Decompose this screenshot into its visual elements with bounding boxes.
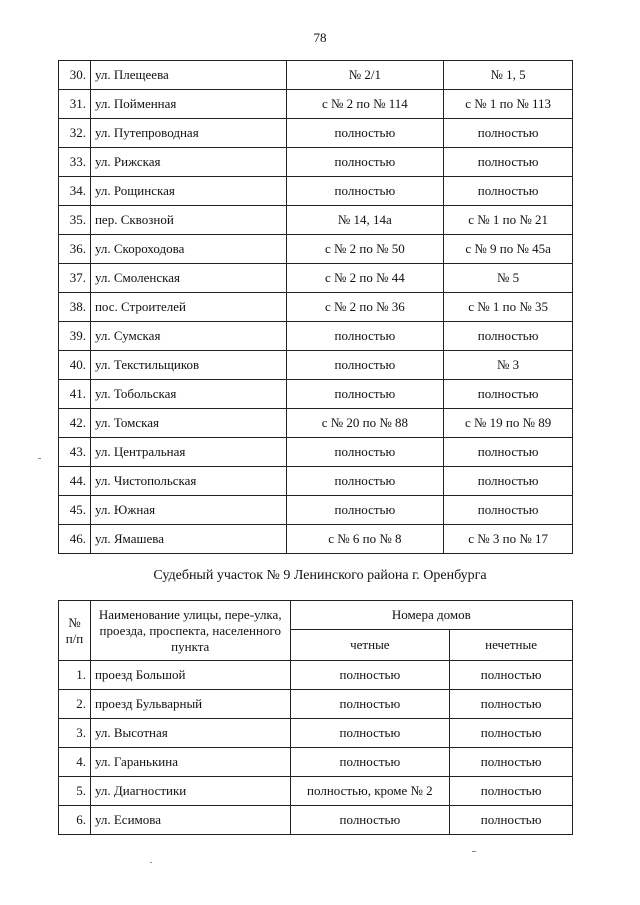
row-number: 2. — [59, 690, 91, 719]
table-row — [59, 380, 573, 409]
row-number: 38. — [59, 293, 91, 322]
street-name: проезд Бульварный — [90, 690, 290, 719]
row-number: 4. — [59, 748, 91, 777]
even-houses: полностью — [286, 322, 444, 351]
table-row — [59, 206, 573, 235]
street-name: ул. Пойменная — [90, 90, 286, 119]
odd-houses: с № 1 по № 35 — [444, 293, 573, 322]
header-house-numbers: Номера домов — [290, 601, 572, 630]
even-houses: полностью — [286, 148, 444, 177]
scan-mark — [472, 851, 476, 852]
even-houses: № 14, 14а — [286, 206, 444, 235]
odd-houses: с № 9 по № 45а — [444, 235, 573, 264]
street-name: ул. Плещеева — [90, 61, 286, 90]
table-row — [59, 719, 573, 748]
street-name: проезд Большой — [90, 661, 290, 690]
street-name: ул. Смоленская — [90, 264, 286, 293]
street-name: ул. Гаранькина — [90, 748, 290, 777]
odd-houses: с № 3 по № 17 — [444, 525, 573, 554]
table-row — [59, 777, 573, 806]
even-houses: полностью — [290, 806, 450, 835]
row-number: 3. — [59, 719, 91, 748]
row-number: 40. — [59, 351, 91, 380]
odd-houses: полностью — [444, 496, 573, 525]
table-row — [59, 409, 573, 438]
row-number: 44. — [59, 467, 91, 496]
even-houses: полностью — [286, 496, 444, 525]
row-number: 1. — [59, 661, 91, 690]
row-number: 41. — [59, 380, 91, 409]
odd-houses: с № 19 по № 89 — [444, 409, 573, 438]
even-houses: полностью — [286, 119, 444, 148]
odd-houses: полностью — [450, 661, 573, 690]
even-houses: полностью — [286, 467, 444, 496]
street-name: ул. Сумская — [90, 322, 286, 351]
header-number: № п/п — [59, 601, 91, 661]
street-name: ул. Рижская — [90, 148, 286, 177]
streets-table-continued — [58, 60, 573, 554]
even-houses: № 2/1 — [286, 61, 444, 90]
header-odd: нечетные — [450, 630, 573, 661]
odd-houses: полностью — [444, 119, 573, 148]
row-number: 31. — [59, 90, 91, 119]
row-number: 33. — [59, 148, 91, 177]
table-row — [59, 61, 573, 90]
table2-body — [59, 661, 573, 835]
odd-houses: полностью — [444, 322, 573, 351]
scan-mark — [38, 458, 41, 459]
street-name: ул. Чистопольская — [90, 467, 286, 496]
table-row — [59, 351, 573, 380]
section-title: Судебный участок № 9 Ленинского района г. Оренбурга — [153, 568, 487, 583]
street-name: ул. Тобольская — [90, 380, 286, 409]
street-name: ул. Диагностики — [90, 777, 290, 806]
table-row — [59, 467, 573, 496]
row-number: 35. — [59, 206, 91, 235]
table-row — [59, 438, 573, 467]
even-houses: полностью — [290, 690, 450, 719]
odd-houses: полностью — [444, 438, 573, 467]
even-houses: полностью — [286, 380, 444, 409]
street-name: ул. Высотная — [90, 719, 290, 748]
row-number: 37. — [59, 264, 91, 293]
odd-houses: полностью — [444, 467, 573, 496]
odd-houses: полностью — [450, 719, 573, 748]
even-houses: с № 2 по № 44 — [286, 264, 444, 293]
page-number: 78 — [313, 30, 327, 45]
even-houses: полностью — [290, 748, 450, 777]
row-number: 34. — [59, 177, 91, 206]
even-houses: с № 2 по № 36 — [286, 293, 444, 322]
street-name: ул. Путепроводная — [90, 119, 286, 148]
odd-houses: с № 1 по № 21 — [444, 206, 573, 235]
odd-houses: полностью — [450, 690, 573, 719]
table-row — [59, 148, 573, 177]
table-row — [59, 806, 573, 835]
street-name: ул. Ямашева — [90, 525, 286, 554]
scan-mark — [150, 862, 152, 863]
even-houses: с № 6 по № 8 — [286, 525, 444, 554]
table-row — [59, 235, 573, 264]
row-number: 43. — [59, 438, 91, 467]
odd-houses: полностью — [444, 148, 573, 177]
table-row — [59, 322, 573, 351]
table-row — [59, 293, 573, 322]
even-houses: с № 2 по № 114 — [286, 90, 444, 119]
table-row — [59, 748, 573, 777]
row-number: 36. — [59, 235, 91, 264]
row-number: 45. — [59, 496, 91, 525]
even-houses: полностью — [286, 438, 444, 467]
street-name: пос. Строителей — [90, 293, 286, 322]
header-even: четные — [290, 630, 450, 661]
table-row — [59, 177, 573, 206]
street-name: ул. Южная — [90, 496, 286, 525]
row-number: 5. — [59, 777, 91, 806]
even-houses: полностью, кроме № 2 — [290, 777, 450, 806]
odd-houses: полностью — [450, 806, 573, 835]
even-houses: с № 20 по № 88 — [286, 409, 444, 438]
table-row — [59, 264, 573, 293]
street-name: ул. Рощинская — [90, 177, 286, 206]
even-houses: полностью — [290, 719, 450, 748]
street-name: ул. Центральная — [90, 438, 286, 467]
table-row — [59, 90, 573, 119]
street-name: пер. Сквозной — [90, 206, 286, 235]
street-name: ул. Томская — [90, 409, 286, 438]
street-name: ул. Текстильщиков — [90, 351, 286, 380]
row-number: 6. — [59, 806, 91, 835]
even-houses: полностью — [290, 661, 450, 690]
streets-table-district-9 — [58, 600, 573, 835]
table-row — [59, 690, 573, 719]
table1-body — [59, 61, 573, 554]
odd-houses: полностью — [444, 380, 573, 409]
row-number: 39. — [59, 322, 91, 351]
table-row — [59, 496, 573, 525]
row-number: 42. — [59, 409, 91, 438]
street-name: ул. Скороходова — [90, 235, 286, 264]
table-row — [59, 525, 573, 554]
even-houses: полностью — [286, 351, 444, 380]
odd-houses: № 3 — [444, 351, 573, 380]
table-row — [59, 661, 573, 690]
header-street-name: Наименование улицы, пере-улка, проезда, проспекта, населенного пункта — [90, 601, 290, 661]
row-number: 30. — [59, 61, 91, 90]
odd-houses: № 5 — [444, 264, 573, 293]
odd-houses: полностью — [450, 777, 573, 806]
row-number: 46. — [59, 525, 91, 554]
row-number: 32. — [59, 119, 91, 148]
odd-houses: № 1, 5 — [444, 61, 573, 90]
even-houses: полностью — [286, 177, 444, 206]
odd-houses: полностью — [444, 177, 573, 206]
odd-houses: полностью — [450, 748, 573, 777]
even-houses: с № 2 по № 50 — [286, 235, 444, 264]
street-name: ул. Есимова — [90, 806, 290, 835]
odd-houses: с № 1 по № 113 — [444, 90, 573, 119]
table-row — [59, 119, 573, 148]
